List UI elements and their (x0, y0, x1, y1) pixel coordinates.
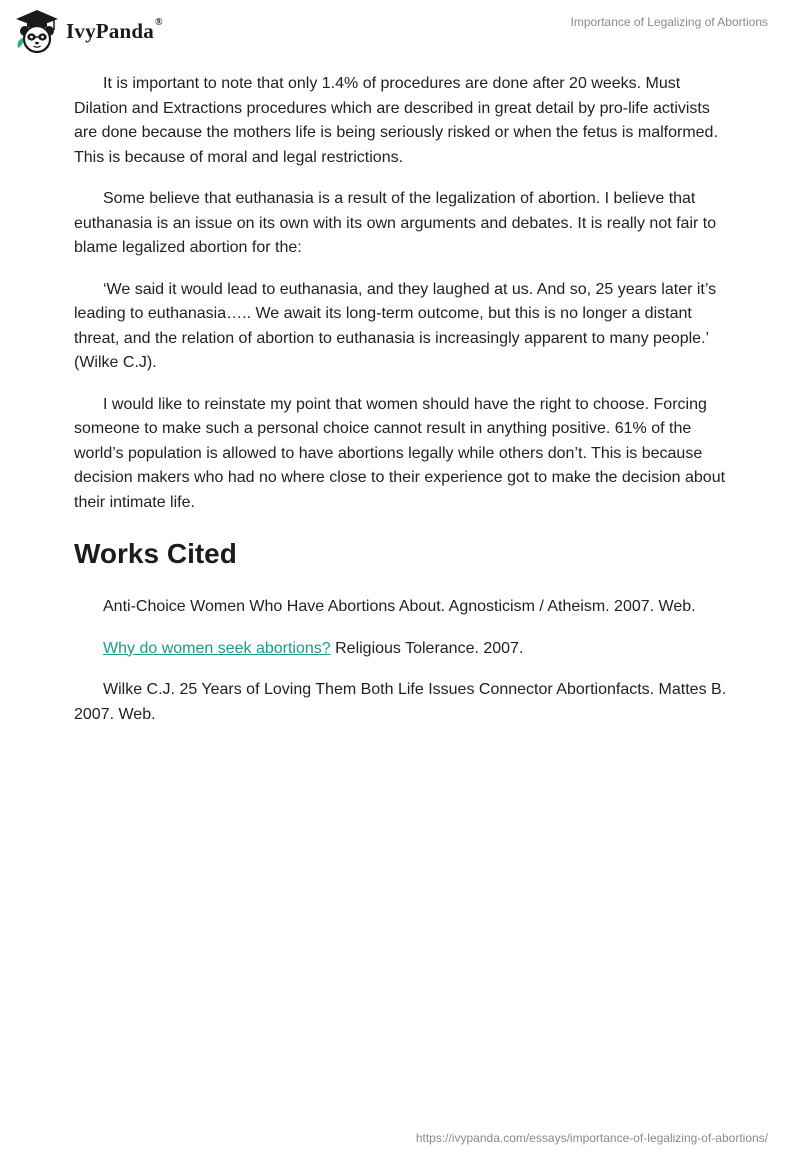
registered-mark: ® (154, 16, 163, 28)
page-header (0, 0, 800, 60)
body-paragraph: It is important to note that only 1.4% of procedures are done after 20 weeks. Must Dilation and Extractions procedures which are described in great detail by pro-life activists are done because the mothers life is being seriously risked or when the fetus is malformed. This is because of moral and legal restrictions. (74, 75, 718, 166)
citation-source: Religious Tolerance. 2007. (330, 639, 524, 657)
citation-entry: Wilke C.J. 25 Years of Loving Them Both Life Issues Connector Abortionfacts. Mattes B. 2007. Web. (74, 681, 727, 723)
body-paragraph: Some believe that euthanasia is a result of the legalization of abortion. I believe that euthanasia is an issue on its own with its own arguments and debates. It is really not fair to blame legalized abortion for the: (74, 190, 717, 256)
ivypanda-logo[interactable] (14, 8, 163, 54)
body-paragraph: I would like to reinstate my point that women should have the right to choose. Forcing someone to make such a personal choice cannot result in anything positive. 61% of the world’s population is allowed to have abortions legally while others don’t. This is because decision makers who had no where close to their experience got to make the decision about their intimate life. (74, 395, 726, 511)
footer-url[interactable]: https://ivypanda.com/essays/importance-of-legalizing-of-abortions/ (415, 1131, 768, 1145)
document-title: Importance of Legalizing of Abortions (570, 15, 768, 29)
brand-name-text: IvyPanda (66, 18, 154, 43)
quote-paragraph: ‘We said it would lead to euthanasia, and they laughed at us. And so, 25 years later it’s leading to euthanasia….. We await its long-term outcome, but this is no longer a distant threat, and the relation of abortion to euthanasia is increasingly apparent to many people.’ (Wilke C.J). (74, 280, 717, 371)
essay-content (74, 72, 734, 744)
citation-link[interactable]: Why do women seek abortions? (103, 639, 331, 657)
brand-name (66, 16, 163, 44)
works-cited-heading: Works Cited (74, 538, 237, 569)
citation-entry: Anti-Choice Women Who Have Abortions About. Agnosticism / Atheism. 2007. Web. (103, 598, 696, 615)
citation-entry (74, 637, 734, 662)
panda-graduate-icon (14, 8, 60, 54)
